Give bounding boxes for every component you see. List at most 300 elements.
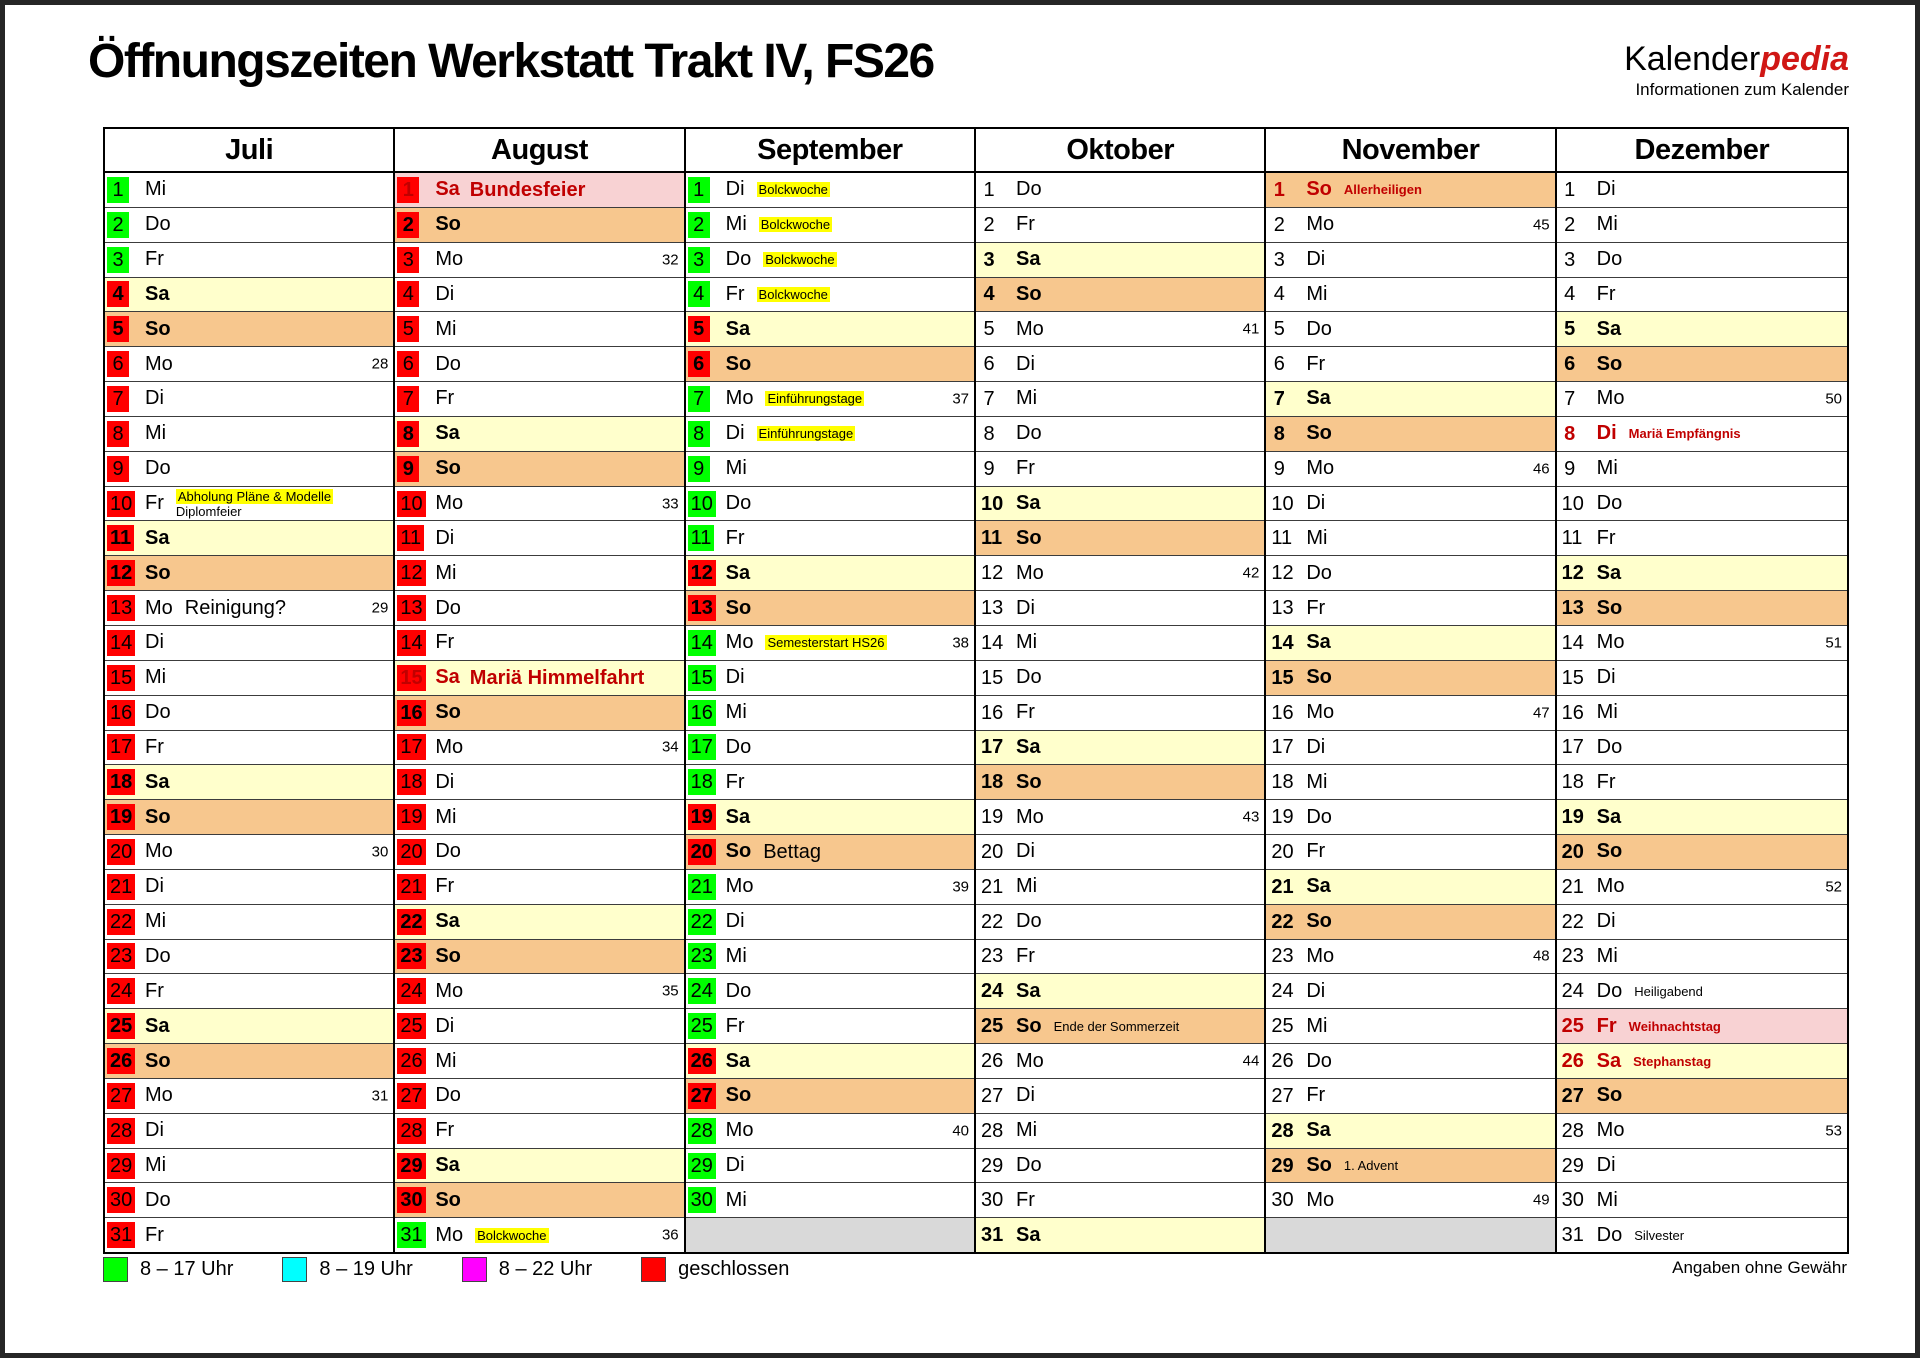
weekday-label: Mo bbox=[145, 352, 173, 375]
weekday-label: Sa bbox=[725, 561, 751, 584]
day-number-box bbox=[397, 247, 431, 273]
day-row bbox=[1557, 1008, 1847, 1043]
weekday-label: Di bbox=[145, 1119, 164, 1142]
day-row bbox=[976, 939, 1264, 974]
day-number-box bbox=[978, 665, 1012, 691]
weekday-label: Sa bbox=[145, 526, 170, 549]
day-number-chip: 18 bbox=[107, 769, 135, 795]
day-number: 5 bbox=[1273, 318, 1285, 341]
day-number-box bbox=[1559, 839, 1593, 865]
day-row bbox=[105, 764, 393, 799]
weekday-label: Sa bbox=[435, 666, 460, 689]
day-row bbox=[1557, 311, 1847, 346]
day-number: 8 bbox=[983, 422, 995, 445]
day-number-box bbox=[1559, 491, 1593, 517]
day-number: 24 bbox=[1561, 980, 1584, 1003]
day-number-box bbox=[688, 316, 722, 342]
day-row bbox=[1266, 1043, 1554, 1078]
weekday-label: So bbox=[435, 701, 461, 724]
week-number: 45 bbox=[1532, 216, 1550, 234]
day-number-box bbox=[978, 177, 1012, 203]
day-number-chip: 20 bbox=[107, 839, 135, 865]
weekday-label: Mi bbox=[145, 666, 167, 689]
day-row bbox=[105, 277, 393, 312]
weekday-label: Mi bbox=[725, 1188, 747, 1211]
day-number-box bbox=[107, 456, 141, 482]
day-number: 25 bbox=[1561, 1015, 1584, 1038]
day-row bbox=[1266, 799, 1554, 834]
day-row bbox=[105, 311, 393, 346]
day-row bbox=[105, 346, 393, 381]
day-note: Mariä Empfängnis bbox=[1628, 426, 1741, 442]
day-number: 30 bbox=[1561, 1189, 1584, 1212]
day-number-box bbox=[1559, 212, 1593, 238]
day-row bbox=[976, 1148, 1264, 1183]
day-row bbox=[105, 381, 393, 416]
day-number: 25 bbox=[1271, 1015, 1294, 1038]
day-note: Heiligabend bbox=[1634, 983, 1703, 999]
weekday-label: Fr bbox=[1016, 1188, 1035, 1211]
day-number-chip: 2 bbox=[107, 212, 129, 238]
day-number-box bbox=[978, 525, 1012, 551]
day-notes bbox=[757, 182, 830, 197]
day-number: 6 bbox=[983, 353, 995, 376]
day-number: 3 bbox=[983, 248, 995, 271]
day-number-box bbox=[978, 386, 1012, 412]
day-number-box bbox=[978, 212, 1012, 238]
day-row bbox=[105, 1008, 393, 1043]
weekday-label: Sa bbox=[1306, 875, 1331, 898]
weekday-label: So bbox=[435, 213, 461, 236]
day-number-box bbox=[978, 909, 1012, 935]
day-number-box bbox=[397, 1222, 431, 1248]
day-row bbox=[395, 869, 683, 904]
day-number-box bbox=[397, 456, 431, 482]
day-row bbox=[976, 869, 1264, 904]
week-number: 50 bbox=[1825, 390, 1842, 408]
day-row bbox=[1266, 346, 1554, 381]
day-number: 1 bbox=[1273, 178, 1285, 201]
weekday-label: Sa bbox=[435, 422, 460, 445]
day-number-box bbox=[1268, 421, 1302, 447]
weekday-label: Sa bbox=[1596, 317, 1622, 340]
day-number: 4 bbox=[983, 283, 995, 306]
day-row bbox=[1266, 904, 1554, 939]
day-note: Silvester bbox=[1634, 1227, 1685, 1243]
day-notes bbox=[475, 1228, 548, 1243]
weekday-label: Mo bbox=[1306, 213, 1335, 236]
day-number-box bbox=[1268, 734, 1302, 760]
day-number-chip: 27 bbox=[688, 1083, 716, 1109]
day-number: 7 bbox=[1564, 387, 1576, 410]
day-notes bbox=[763, 252, 836, 267]
day-row bbox=[105, 590, 393, 625]
day-number-box bbox=[978, 1153, 1012, 1179]
day-number: 29 bbox=[981, 1154, 1004, 1177]
day-number-chip: 22 bbox=[107, 909, 135, 935]
day-number-box bbox=[1268, 839, 1302, 865]
day-number: 14 bbox=[1561, 631, 1584, 654]
day-row bbox=[686, 381, 974, 416]
day-number: 13 bbox=[981, 597, 1004, 620]
day-number-chip: 27 bbox=[397, 1083, 425, 1109]
weekday-label: Fr bbox=[725, 526, 745, 549]
legend-swatch bbox=[103, 1257, 128, 1282]
day-row bbox=[976, 520, 1264, 555]
day-row bbox=[1266, 555, 1554, 590]
day-number-box bbox=[1559, 351, 1593, 377]
day-number: 20 bbox=[1271, 840, 1294, 863]
day-row bbox=[1266, 520, 1554, 555]
weekday-label: Mi bbox=[145, 422, 167, 445]
weekday-label: Mi bbox=[1016, 875, 1038, 898]
day-number-box bbox=[978, 804, 1012, 830]
day-row bbox=[686, 242, 974, 277]
day-number-box bbox=[397, 1187, 431, 1213]
month-header: September bbox=[686, 129, 974, 173]
day-number-chip: 28 bbox=[397, 1118, 425, 1144]
day-number: 5 bbox=[983, 318, 995, 341]
weekday-label: Mo bbox=[1596, 387, 1625, 410]
day-number-chip: 2 bbox=[688, 212, 710, 238]
weekday-label: Do bbox=[1306, 317, 1332, 340]
day-number-box bbox=[397, 734, 431, 760]
day-row bbox=[976, 416, 1264, 451]
day-number-box bbox=[107, 316, 141, 342]
day-number-chip: 8 bbox=[688, 421, 710, 447]
day-number-chip: 17 bbox=[688, 734, 716, 760]
day-number: 18 bbox=[1561, 771, 1584, 794]
week-number: 33 bbox=[661, 495, 679, 513]
month-column-dezember bbox=[1557, 129, 1847, 1252]
day-number-box bbox=[1268, 978, 1302, 1004]
weekday-label: Sa bbox=[145, 282, 170, 305]
day-notes bbox=[757, 426, 856, 441]
day-number-box bbox=[978, 1187, 1012, 1213]
day-number-chip: 15 bbox=[397, 665, 425, 691]
day-row bbox=[1557, 1043, 1847, 1078]
day-number-box bbox=[107, 943, 141, 969]
weekday-label: Sa bbox=[725, 805, 751, 828]
day-number-chip: 30 bbox=[107, 1187, 135, 1213]
weekday-label: Di bbox=[1016, 840, 1035, 863]
day-number-box bbox=[397, 874, 431, 900]
day-number-chip: 14 bbox=[688, 630, 716, 656]
day-row bbox=[395, 939, 683, 974]
day-row bbox=[686, 869, 974, 904]
weekday-label: Do bbox=[725, 248, 752, 271]
weekday-label: Mo bbox=[1016, 1049, 1044, 1072]
weekday-label: Di bbox=[1596, 422, 1617, 445]
day-row bbox=[395, 486, 683, 521]
day-row bbox=[105, 660, 393, 695]
day-row bbox=[1557, 764, 1847, 799]
weekday-label: Mo bbox=[1016, 561, 1044, 584]
weekday-label: Di bbox=[1306, 735, 1326, 758]
weekday-label: Sa bbox=[1306, 631, 1331, 654]
day-number-chip: 6 bbox=[107, 351, 129, 377]
day-number-box bbox=[978, 630, 1012, 656]
weekday-label: Mo bbox=[435, 735, 464, 758]
day-number-chip: 18 bbox=[688, 769, 716, 795]
day-number-box bbox=[688, 1187, 722, 1213]
day-number-box bbox=[107, 874, 141, 900]
day-notes bbox=[1344, 1158, 1398, 1173]
day-number-box bbox=[688, 247, 722, 273]
day-row bbox=[686, 555, 974, 590]
weekday-label: Do bbox=[145, 701, 171, 724]
day-number-chip: 19 bbox=[397, 804, 425, 830]
day-row bbox=[105, 416, 393, 451]
weekday-label: Do bbox=[1596, 735, 1623, 758]
weekday-label: Mi bbox=[1596, 944, 1618, 967]
weekday-label: Di bbox=[435, 770, 455, 793]
weekday-label: Do bbox=[1596, 1223, 1623, 1246]
day-row bbox=[1266, 695, 1554, 730]
day-row bbox=[686, 277, 974, 312]
day-row bbox=[1266, 973, 1554, 1008]
day-number-box bbox=[107, 595, 141, 621]
day-number-box bbox=[978, 316, 1012, 342]
day-number: 17 bbox=[1561, 736, 1584, 759]
day-number-box bbox=[1559, 874, 1593, 900]
day-row bbox=[1557, 730, 1847, 765]
month-column-august bbox=[395, 129, 685, 1252]
day-number-chip: 14 bbox=[397, 630, 425, 656]
day-number-box bbox=[107, 247, 141, 273]
weekday-label: Do bbox=[1596, 979, 1623, 1002]
weekday-label: Di bbox=[725, 1154, 745, 1177]
day-number-box bbox=[978, 1083, 1012, 1109]
day-number-box bbox=[978, 734, 1012, 760]
day-number: 27 bbox=[1271, 1084, 1294, 1107]
day-number-box bbox=[978, 943, 1012, 969]
legend-label: 8 – 19 Uhr bbox=[319, 1258, 413, 1280]
day-number-box bbox=[688, 177, 722, 203]
day-number-box bbox=[1268, 456, 1302, 482]
day-number: 16 bbox=[1561, 701, 1584, 724]
day-row bbox=[395, 277, 683, 312]
day-number-box bbox=[397, 978, 431, 1004]
day-row bbox=[686, 904, 974, 939]
weekday-label: Di bbox=[725, 910, 745, 933]
day-row bbox=[976, 277, 1264, 312]
day-number-box bbox=[688, 804, 722, 830]
day-number-chip: 28 bbox=[688, 1118, 716, 1144]
weekday-label: Fr bbox=[145, 1223, 164, 1246]
day-row bbox=[105, 1182, 393, 1217]
month-column-november bbox=[1266, 129, 1556, 1252]
day-number-box bbox=[107, 1083, 141, 1109]
day-number-box bbox=[1268, 525, 1302, 551]
day-notes bbox=[176, 489, 333, 519]
day-number: 19 bbox=[1561, 806, 1584, 829]
day-number: 28 bbox=[981, 1119, 1004, 1142]
day-number-box bbox=[1268, 1048, 1302, 1074]
weekday-label: Sa bbox=[145, 1014, 170, 1037]
day-row bbox=[686, 486, 974, 521]
day-number-box bbox=[688, 421, 722, 447]
weekday-label: Sa bbox=[1596, 1049, 1622, 1072]
weekday-label: Fr bbox=[145, 735, 164, 758]
day-row bbox=[1557, 486, 1847, 521]
day-number: 27 bbox=[1561, 1084, 1584, 1107]
weekday-label: Mi bbox=[725, 944, 747, 967]
day-number-box bbox=[107, 665, 141, 691]
day-row bbox=[1266, 730, 1554, 765]
day-note: Einführungstage bbox=[767, 391, 863, 407]
week-number: 47 bbox=[1532, 704, 1550, 722]
day-row bbox=[686, 520, 974, 555]
weekday-label: Do bbox=[1306, 1049, 1332, 1072]
day-number-box bbox=[1268, 1013, 1302, 1039]
day-number-box bbox=[107, 909, 141, 935]
month-header: Dezember bbox=[1557, 129, 1847, 173]
weekday-label: So bbox=[725, 352, 752, 375]
day-number: 24 bbox=[1271, 980, 1294, 1003]
day-number-chip: 23 bbox=[107, 943, 135, 969]
weekday-label: Sa bbox=[1016, 248, 1041, 271]
weekday-label: Mo bbox=[1596, 875, 1625, 898]
weekday-label: Do bbox=[1596, 248, 1623, 271]
day-number-chip: 6 bbox=[397, 351, 419, 377]
day-number: 17 bbox=[1271, 736, 1294, 759]
day-number-box bbox=[688, 1118, 722, 1144]
weekday-label: Fr bbox=[435, 631, 455, 654]
day-note: Mariä Himmelfahrt bbox=[469, 666, 645, 689]
day-number-box bbox=[397, 281, 431, 307]
day-number-chip: 15 bbox=[107, 665, 135, 691]
weekday-label: Mo bbox=[1596, 1119, 1625, 1142]
day-row bbox=[1266, 242, 1554, 277]
weekday-label: Mo bbox=[435, 492, 464, 515]
weekday-label: Mo bbox=[725, 631, 754, 654]
day-number-chip: 1 bbox=[107, 177, 129, 203]
legend bbox=[103, 1257, 838, 1282]
day-number-chip: 26 bbox=[397, 1048, 425, 1074]
day-number-chip: 25 bbox=[397, 1013, 425, 1039]
day-number-box bbox=[1559, 560, 1593, 586]
weekday-label: Fr bbox=[1596, 526, 1616, 549]
week-number: 38 bbox=[952, 634, 969, 652]
day-row bbox=[976, 311, 1264, 346]
day-note: 1. Advent bbox=[1343, 1158, 1399, 1174]
month-column-september bbox=[686, 129, 976, 1252]
day-number-box bbox=[688, 839, 722, 865]
month-header: November bbox=[1266, 129, 1554, 173]
weekday-label: Mi bbox=[1596, 701, 1618, 724]
day-number: 23 bbox=[1561, 945, 1584, 968]
weekday-label: Sa bbox=[145, 770, 170, 793]
day-number-chip: 31 bbox=[107, 1222, 135, 1248]
day-number-box bbox=[688, 909, 722, 935]
day-number: 16 bbox=[981, 701, 1004, 724]
day-number-chip: 9 bbox=[397, 456, 419, 482]
day-notes bbox=[1634, 1228, 1684, 1243]
day-row bbox=[1557, 277, 1847, 312]
day-row bbox=[1557, 1217, 1847, 1252]
day-row bbox=[395, 973, 683, 1008]
day-row bbox=[1557, 555, 1847, 590]
day-number-box bbox=[978, 1222, 1012, 1248]
weekday-label: So bbox=[1306, 910, 1332, 933]
weekday-label: Sa bbox=[1596, 561, 1622, 584]
day-notes bbox=[1633, 1054, 1711, 1069]
legend-swatch bbox=[282, 1257, 307, 1282]
day-number-box bbox=[107, 1048, 141, 1074]
day-number-box bbox=[688, 943, 722, 969]
day-number-box bbox=[688, 212, 722, 238]
day-number-chip: 12 bbox=[688, 560, 716, 586]
day-notes bbox=[765, 391, 864, 406]
day-number-box bbox=[397, 386, 431, 412]
weekday-label: Di bbox=[1596, 910, 1616, 933]
day-row bbox=[686, 799, 974, 834]
day-number-chip: 22 bbox=[688, 909, 716, 935]
day-row bbox=[395, 799, 683, 834]
day-number-box bbox=[397, 665, 431, 691]
weekday-label: Sa bbox=[1016, 492, 1041, 515]
day-number-box bbox=[1559, 700, 1593, 726]
month-column-juli bbox=[105, 129, 395, 1252]
day-number-box bbox=[107, 839, 141, 865]
day-row bbox=[1557, 381, 1847, 416]
day-number-box bbox=[978, 560, 1012, 586]
weekday-label: Mi bbox=[435, 805, 457, 828]
day-number-box bbox=[688, 978, 722, 1004]
weekday-label: Fr bbox=[435, 387, 455, 410]
day-row bbox=[976, 730, 1264, 765]
day-number-chip: 21 bbox=[397, 874, 425, 900]
day-row bbox=[105, 173, 393, 207]
day-row bbox=[1557, 904, 1847, 939]
day-number-chip: 8 bbox=[397, 421, 419, 447]
weekday-label: Do bbox=[435, 596, 461, 619]
day-number-box bbox=[1559, 595, 1593, 621]
day-row bbox=[105, 695, 393, 730]
day-number-box bbox=[397, 491, 431, 517]
weekday-label: So bbox=[435, 944, 461, 967]
day-number: 12 bbox=[1271, 562, 1294, 585]
day-number-box bbox=[688, 560, 722, 586]
day-number: 18 bbox=[981, 771, 1004, 794]
legend-label: 8 – 22 Uhr bbox=[498, 1258, 593, 1280]
day-number-chip: 3 bbox=[397, 247, 419, 273]
day-row bbox=[686, 590, 974, 625]
day-number-box bbox=[1268, 560, 1302, 586]
day-note: Bolckwoche bbox=[758, 286, 828, 302]
day-row bbox=[1266, 625, 1554, 660]
weekday-label: Fr bbox=[435, 875, 455, 898]
day-row bbox=[105, 1078, 393, 1113]
day-number: 2 bbox=[1564, 213, 1576, 236]
day-number-box bbox=[397, 421, 431, 447]
day-note: Diplomfeier bbox=[175, 503, 242, 519]
day-number: 21 bbox=[981, 875, 1004, 898]
brand-red: pedia bbox=[1760, 40, 1849, 78]
day-number-box bbox=[688, 1083, 722, 1109]
week-number: 36 bbox=[661, 1226, 679, 1244]
day-number-chip: 15 bbox=[688, 665, 716, 691]
day-number-box bbox=[1559, 630, 1593, 656]
day-number-box bbox=[978, 978, 1012, 1004]
week-number: 35 bbox=[661, 982, 679, 1000]
weekday-label: So bbox=[1306, 422, 1332, 445]
weekday-label: So bbox=[1306, 1154, 1332, 1177]
day-number: 10 bbox=[1561, 492, 1584, 515]
day-number-box bbox=[1268, 1118, 1302, 1144]
day-row bbox=[105, 939, 393, 974]
